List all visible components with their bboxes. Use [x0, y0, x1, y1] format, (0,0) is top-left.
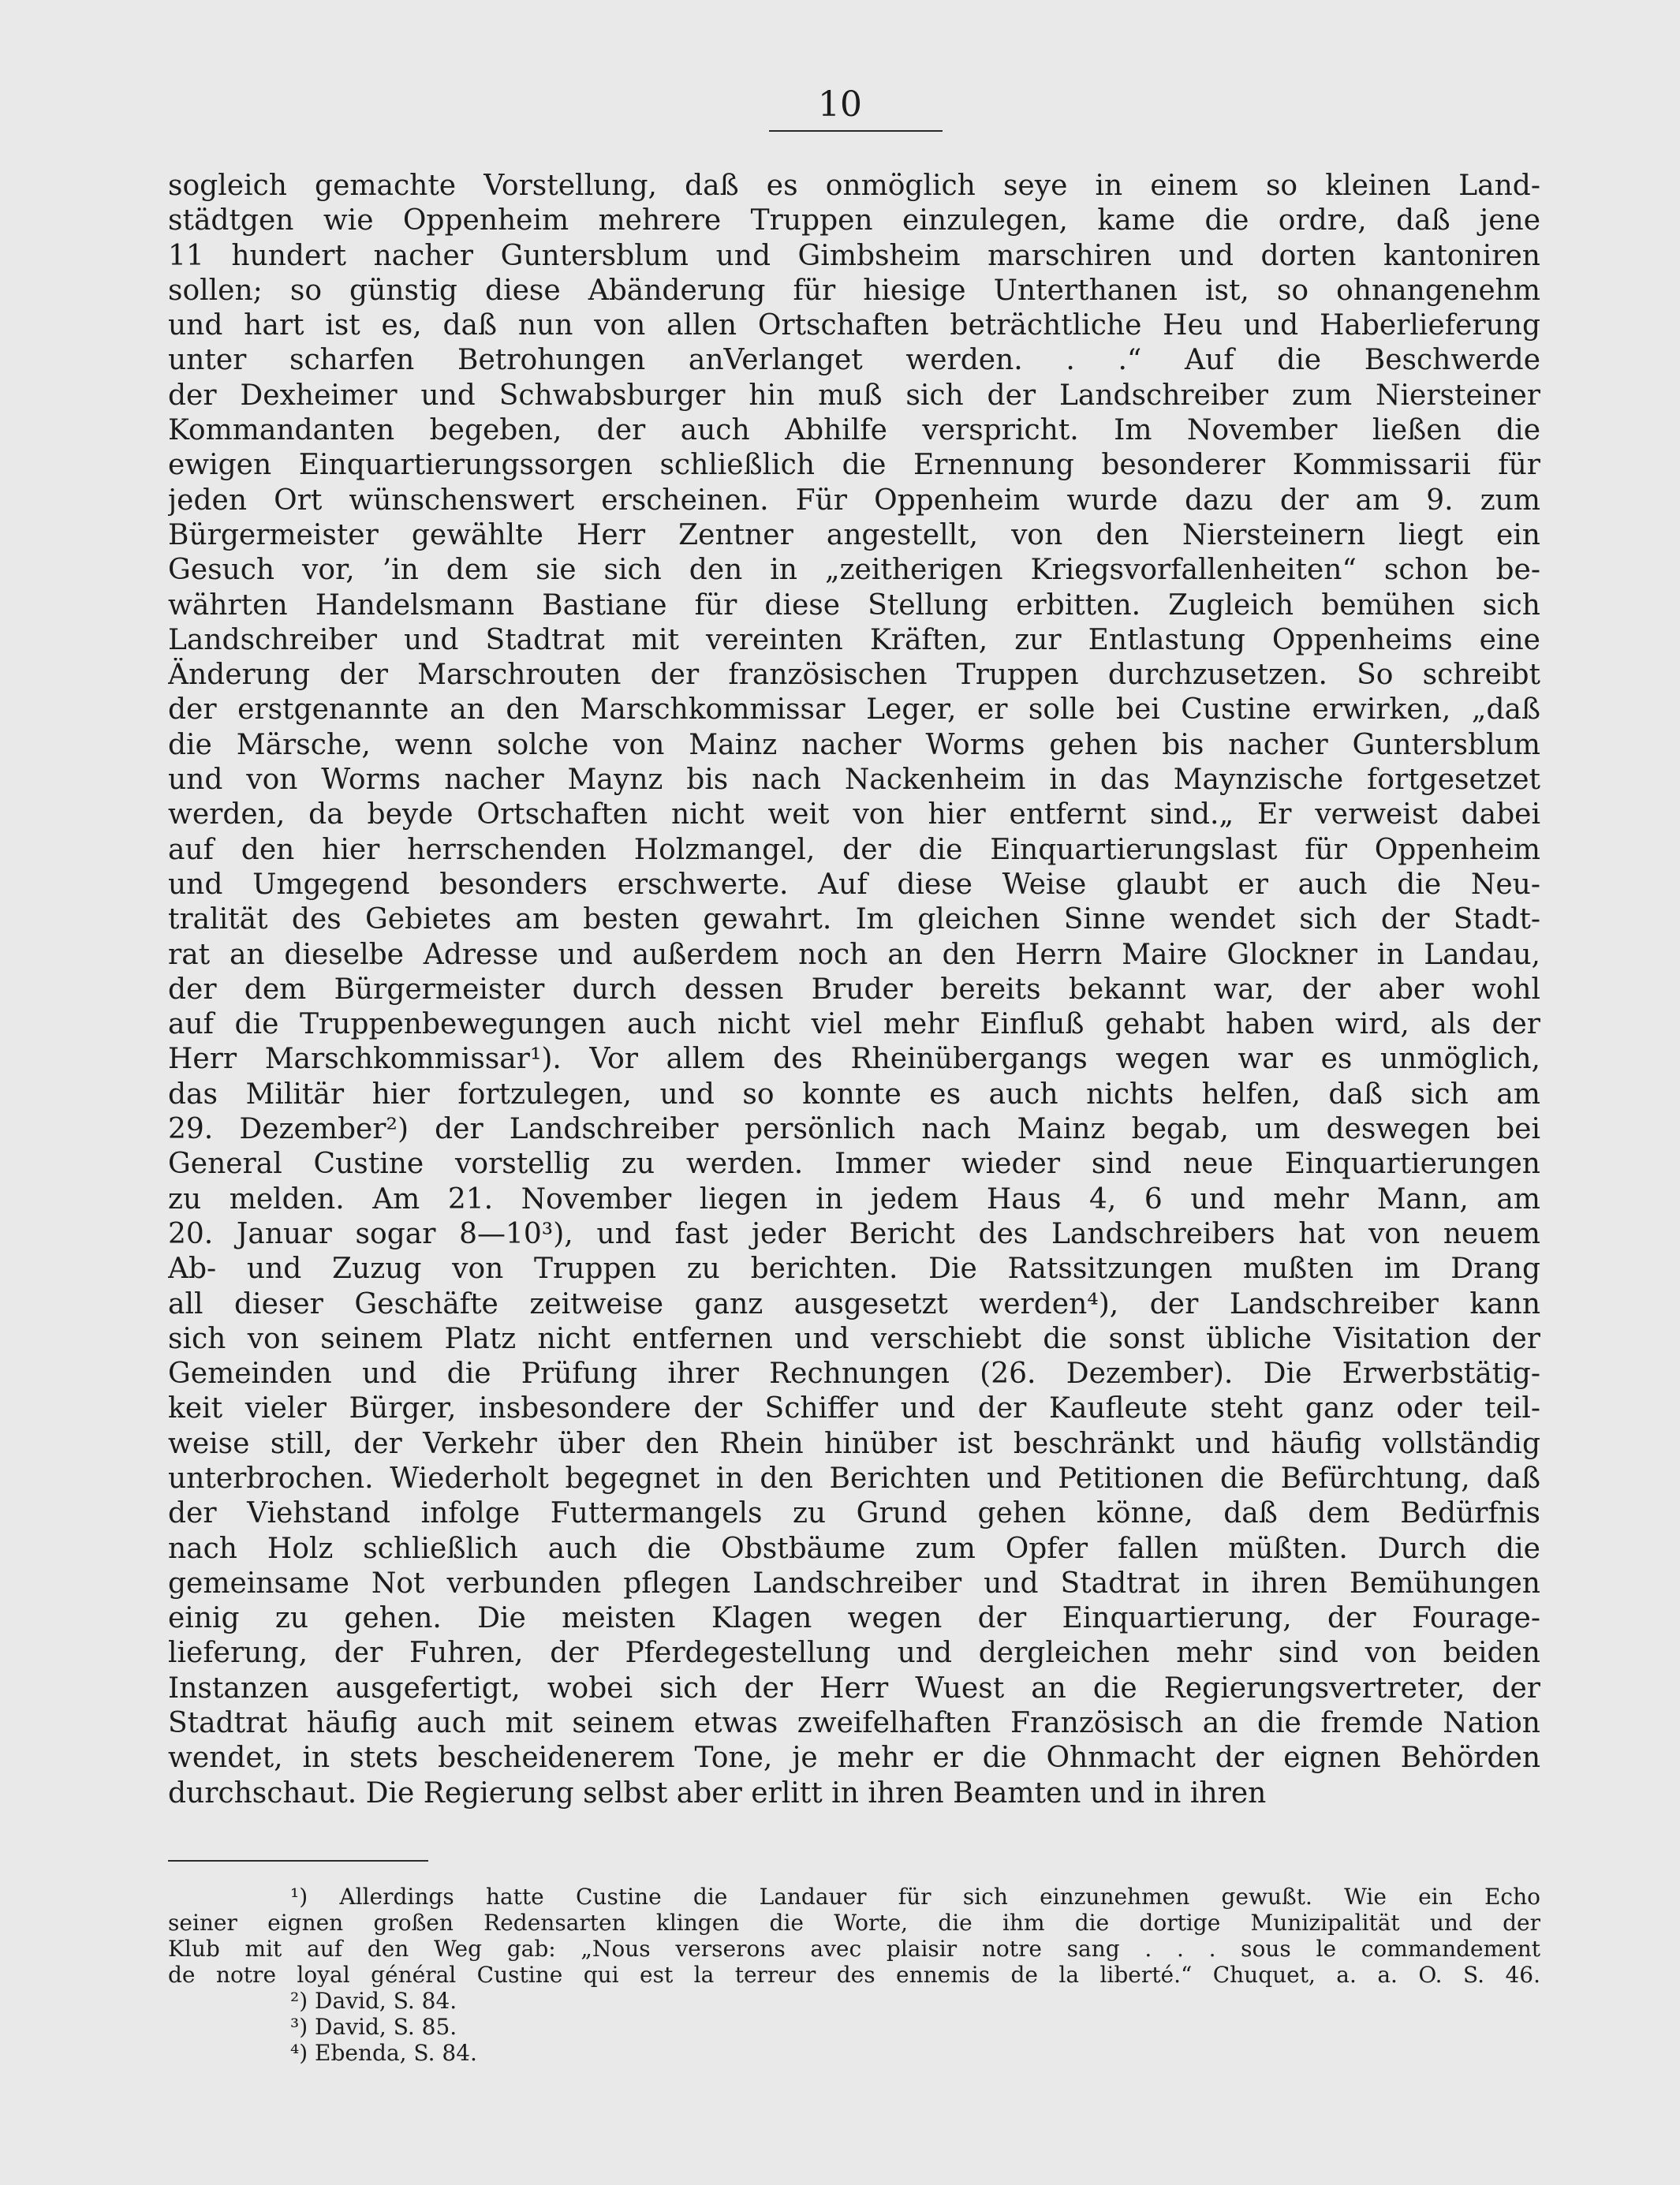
text-line: jeden Ort wünschenswert erscheinen. Für Oppenheim wurde dazu der am 9. zum	[168, 484, 1540, 517]
text-line: zu melden. Am 21. November liegen in jedem Haus 4, 6 und mehr Mann, am	[168, 1182, 1540, 1216]
text-line: das Militär hier fortzulegen, und so konnte es auch nichts helfen, daß sich am	[168, 1078, 1540, 1111]
text-line: Kommandanten begeben, der auch Abhilfe verspricht. Im November ließen die	[168, 414, 1540, 447]
text-line: unterbrochen. Wiederholt begegnet in den Berichten und Petitionen die Befürchtung, daß	[168, 1462, 1540, 1495]
text-line: der Viehstand infolge Futtermangels zu Grund gehen könne, daß dem Bedürfnis	[168, 1497, 1540, 1530]
text-line: 11 hundert nacher Guntersblum und Gimbsheim marschiren und dorten kantoniren	[168, 239, 1540, 272]
text-line: sollen; so günstig diese Abänderung für hiesige Unterthanen ist, so ohnangenehm	[168, 274, 1540, 307]
text-line: weise still, der Verkehr über den Rhein hinüber ist beschränkt und häufig vollständig	[168, 1427, 1540, 1460]
text-line: der erstgenannte an den Marschkommissar Leger, er solle bei Custine erwirken, „daß	[168, 693, 1540, 726]
text-line: werden, da beyde Ortschaften nicht weit von hier entfernt sind.„ Er verweist dabei	[168, 798, 1540, 831]
text-line: auf die Truppenbewegungen auch nicht viel mehr Einfluß gehabt haben wird, als der	[168, 1008, 1540, 1041]
text-line: unter scharfen Betrohungen anVerlanget werden. . .“ Auf die Beschwerde	[168, 344, 1540, 377]
footnote-line: de notre loyal général Custine qui est la terreur des ennemis de la liberté.“ Chuquet, a. a. O. S. 46.	[168, 1962, 1540, 1988]
page-number-rule	[769, 130, 943, 132]
text-line: Bürgermeister gewählte Herr Zentner angestellt, von den Niersteinern liegt ein	[168, 518, 1540, 551]
text-line: die Märsche, wenn solche von Mainz nacher Worms gehen bis nacher Guntersblum	[168, 728, 1540, 761]
footnote-line: ²) David, S. 84.	[290, 1988, 457, 2014]
footnotes	[168, 1884, 1540, 2066]
text-line: General Custine vorstellig zu werden. Immer wieder sind neue Einquartierungen	[168, 1148, 1540, 1181]
page-number: 10	[818, 84, 862, 125]
text-line: ewigen Einquartierungssorgen schließlich die Ernennung besonderer Kommissarii für	[168, 449, 1540, 482]
text-line: all dieser Geschäfte zeitweise ganz ausgesetzt werden⁴), der Landschreiber kann	[168, 1287, 1540, 1320]
text-line: rat an dieselbe Adresse und außerdem noch an den Herrn Maire Glockner in Landau,	[168, 938, 1540, 971]
text-line: Gesuch vor, ’in dem sie sich den in „zeitherigen Kriegsvorfallenheiten“ schon be-	[168, 554, 1540, 587]
text-line: sogleich gemachte Vorstellung, daß es onmöglich seye in einem so kleinen Land-	[168, 170, 1540, 202]
text-line: gemeinsame Not verbunden pflegen Landschreiber und Stadtrat in ihren Bemühungen	[168, 1567, 1540, 1600]
text-line: keit vieler Bürger, insbesondere der Schiffer und der Kaufleute steht ganz oder teil-	[168, 1392, 1540, 1425]
text-line: Landschreiber und Stadtrat mit vereinten Kräften, zur Entlastung Oppenheims eine	[168, 623, 1540, 656]
text-line: und von Worms nacher Maynz bis nach Nackenheim in das Maynzische fortgesetzet	[168, 764, 1540, 797]
text-line: tralität des Gebietes am besten gewahrt. Im gleichen Sinne wendet sich der Stadt-	[168, 903, 1540, 936]
text-line: 20. Januar sogar 8—10³), und fast jeder Bericht des Landschreibers hat von neuem	[168, 1217, 1540, 1250]
text-line: einig zu gehen. Die meisten Klagen wegen der Einquartierung, der Fourage-	[168, 1602, 1540, 1635]
text-line: der Dexheimer und Schwabsburger hin muß sich der Landschreiber zum Niersteiner	[168, 379, 1540, 412]
text-line: der dem Bürgermeister durch dessen Bruder bereits bekannt war, der aber wohl	[168, 973, 1540, 1006]
footnote-separator	[168, 1860, 428, 1862]
text-line: städtgen wie Oppenheim mehrere Truppen einzulegen, kame die ordre, daß jene	[168, 204, 1540, 237]
text-line: 29. Dezember²) der Landschreiber persönlich nach Mainz begab, um deswegen bei	[168, 1113, 1540, 1146]
text-line: Stadtrat häufig auch mit seinem etwas zweifelhaften Französisch an die fremde Nation	[168, 1707, 1540, 1740]
text-line: Ab- und Zuzug von Truppen zu berichten. Die Ratssitzungen mußten im Drang	[168, 1253, 1540, 1286]
text-line: und Umgegend besonders erschwerte. Auf diese Weise glaubt er auch die Neu-	[168, 868, 1540, 901]
text-line: und hart ist es, daß nun von allen Ortschaften beträchtliche Heu und Haberlieferung	[168, 309, 1540, 342]
text-line: Änderung der Marschrouten der französischen Truppen durchzusetzen. So schreibt	[168, 659, 1540, 692]
text-line: wendet, in stets bescheidenerem Tone, je mehr er die Ohnmacht der eignen Behörden	[168, 1742, 1540, 1775]
text-line: Herr Marschkommissar¹). Vor allem des Rheinübergangs wegen war es unmöglich,	[168, 1043, 1540, 1076]
text-line: Instanzen ausgefertigt, wobei sich der Herr Wuest an die Regierungsvertreter, der	[168, 1671, 1540, 1705]
text-line: auf den hier herrschenden Holzmangel, der die Einquartierungslast für Oppenheim	[168, 833, 1540, 866]
text-line: Gemeinden und die Prüfung ihrer Rechnungen (26. Dezember). Die Erwerbstätig-	[168, 1358, 1540, 1391]
body-text	[168, 169, 1540, 1811]
footnote-line: ¹) Allerdings hatte Custine die Landauer für sich einzunehmen gewußt. Wie ein Echo	[290, 1884, 1540, 1910]
text-line: sich von seinem Platz nicht entfernen und verschiebt die sonst übliche Visitation der	[168, 1322, 1540, 1355]
footnote-line: ³) David, S. 85.	[290, 2014, 457, 2040]
text-line: lieferung, der Fuhren, der Pferdegestellung und dergleichen mehr sind von beiden	[168, 1637, 1540, 1670]
text-line: durchschaut. Die Regierung selbst aber erlitt in ihren Beamten und in ihren	[168, 1776, 1267, 1810]
footnote-line: Klub mit auf den Weg gab: „Nous verserons avec plaisir notre sang . . . sous le commandement	[168, 1936, 1540, 1962]
text-line: währten Handelsmann Bastiane für diese Stellung erbitten. Zugleich bemühen sich	[168, 588, 1540, 622]
text-line: nach Holz schließlich auch die Obstbäume zum Opfer fallen müßten. Durch die	[168, 1532, 1540, 1565]
footnote-line: seiner eignen großen Redensarten klingen die Worte, die ihm die dortige Munizipalität und der	[168, 1910, 1540, 1936]
footnote-line: ⁴) Ebenda, S. 84.	[290, 2040, 477, 2066]
